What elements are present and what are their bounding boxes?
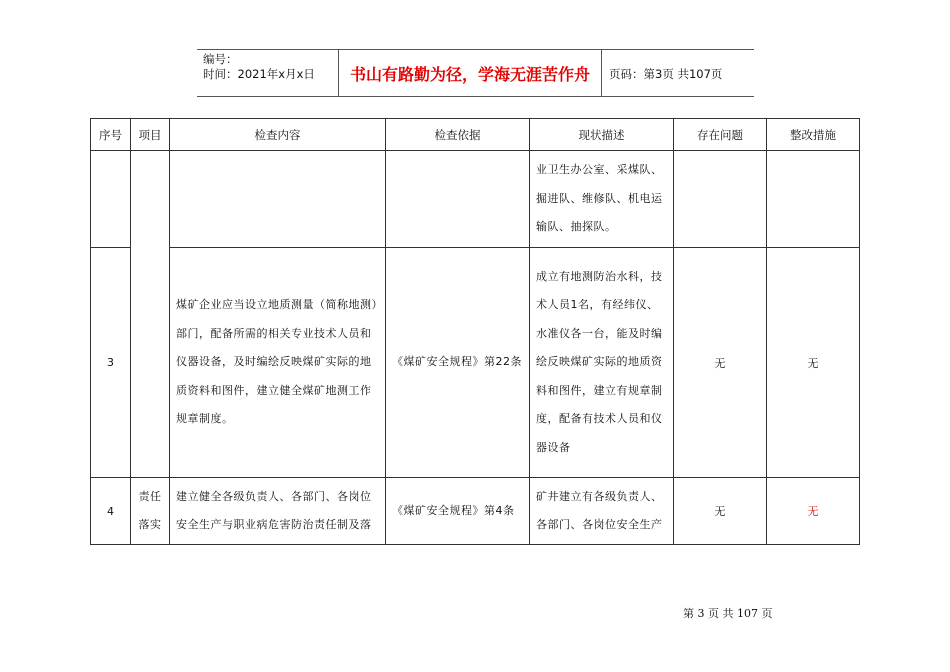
- table-row: [91, 248, 860, 478]
- cell-status: 矿井建立有各级负责人、各部门、各岗位安全生产: [530, 478, 674, 545]
- document-header: [197, 49, 754, 97]
- cell-item-merged: [131, 151, 170, 478]
- col-header-content: 检查内容: [170, 119, 386, 151]
- cell-content: 煤矿企业应当设立地质测量（简称地测）部门，配备所需的相关专业技术人员和仪器设备，及时编绘反映煤矿实际的地质资料和图件，建立健全煤矿地测工作规章制度。: [170, 248, 386, 478]
- col-header-item: 项目: [131, 119, 170, 151]
- number-label: 编号：: [203, 52, 238, 66]
- table-row: [91, 478, 860, 545]
- col-header-status: 现状描述: [530, 119, 674, 151]
- col-header-index: 序号: [91, 119, 131, 151]
- col-header-basis: 检查依据: [386, 119, 530, 151]
- cell-status: 业卫生办公室、采煤队、掘进队、维修队、机电运输队、抽探队。: [530, 151, 674, 248]
- cell-content: 建立健全各级负责人、各部门、各岗位安全生产与职业病危害防治责任制及落: [170, 478, 386, 545]
- col-header-issue: 存在问题: [674, 119, 767, 151]
- cell-index: 3: [91, 248, 131, 478]
- cell-action: 无: [767, 248, 860, 478]
- col-header-action: 整改措施: [767, 119, 860, 151]
- page-footer: 第 3 页 共 107 页: [683, 607, 773, 620]
- cell-basis: 《煤矿安全规程》第22条: [386, 248, 530, 478]
- cell-status: 成立有地测防治水科，技术人员1名，有经纬仪、水准仪各一台，能及时编绘反映煤矿实际的地质资料和图件，建立有规章制度，配备有技术人员和仪器设备: [530, 248, 674, 478]
- cell-action: 无: [767, 478, 860, 545]
- header-page-label: 页码：第3页 共107页: [609, 67, 723, 81]
- cell-issue: [674, 151, 767, 248]
- cell-basis: 《煤矿安全规程》第4条: [386, 478, 530, 545]
- cell-issue: 无: [674, 248, 767, 478]
- cell-index: 4: [91, 478, 131, 545]
- cell-item: 责任落实: [131, 478, 170, 545]
- time-label: 时间：2021年x月x日: [203, 67, 315, 81]
- cell-basis: [386, 151, 530, 248]
- inspection-table: [90, 118, 860, 545]
- table-header-row: [91, 119, 860, 151]
- table-row: [91, 151, 860, 248]
- cell-content: [170, 151, 386, 248]
- cell-action: [767, 151, 860, 248]
- header-motto: 书山有路勤为径，学海无涯苦作舟: [338, 50, 602, 96]
- cell-issue: 无: [674, 478, 767, 545]
- header-meta: [203, 52, 315, 82]
- cell-index: [91, 151, 131, 248]
